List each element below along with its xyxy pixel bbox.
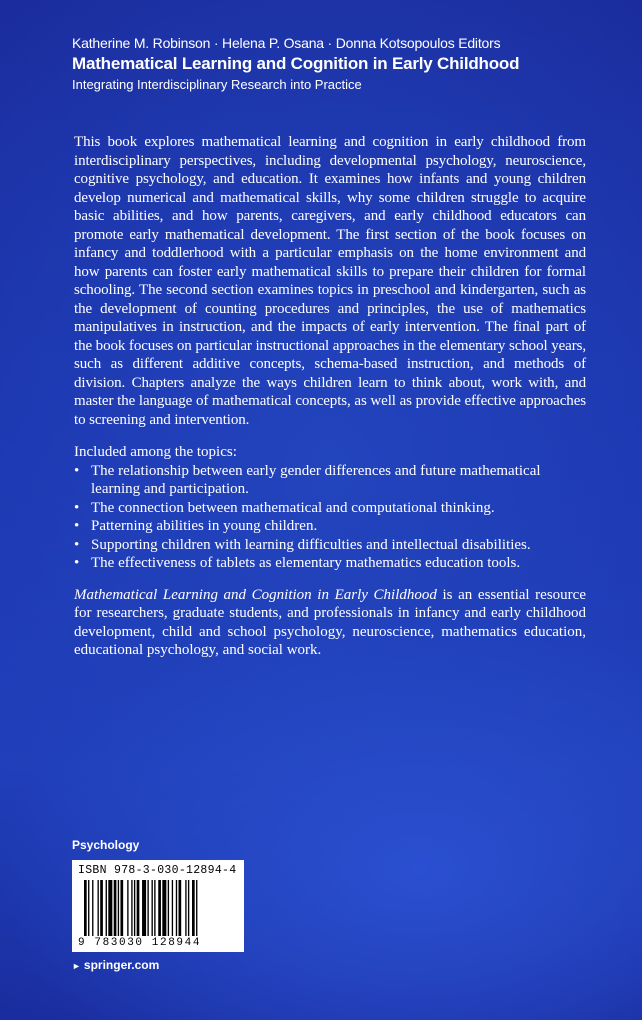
topic-text: The effectiveness of tablets as elementary mathematics education tools. [91,555,521,571]
topics-list [74,462,586,573]
book-subtitle: Integrating Interdisciplinary Research into Practice [72,77,362,92]
list-item [74,554,586,573]
topic-text: Patterning abilities in young children. [91,518,318,534]
closing-book-title: Mathematical Learning and Cognition in Early Childhood [74,586,437,603]
topic-text: The relationship between early gender differences and future mathematical learning and participation. [91,462,541,497]
closing-paragraph [74,586,586,660]
topics-intro: Included among the topics: [74,444,237,460]
closing-text: is an essential resource for researchers, graduate students, and professionals in infancy and early childhood development, child and school psychology, neuroscience, mathematics education, educational psychology, and social work. [74,586,586,658]
arrow-right-icon: ► [72,961,81,971]
bullet-icon: • [74,555,80,571]
cover-header [72,34,632,93]
topic-text: The connection between mathematical and computational thinking. [91,499,495,516]
isbn-barcode [72,860,244,952]
list-item [74,499,586,518]
bullet-icon: • [74,499,80,516]
barcode-digits: 9 783030 128944 [78,937,202,949]
list-item [74,462,586,499]
category-label: Psychology [72,838,140,852]
bullet-icon: • [74,462,80,479]
isbn-label: ISBN 978-3-030-12894-4 [78,864,237,877]
editors-line: Katherine M. Robinson · Helena P. Osana · Donna Kotsopoulos Editors [72,35,501,51]
publisher-link[interactable] [72,958,159,972]
list-item [74,536,586,555]
publisher-url: springer.com [83,958,160,972]
main-paragraph: This book explores mathematical learning and cognition in early childhood from interdisciplinary perspectives, including developmental psychology, neuroscience, cognitive psychology, and education. It examines how infants and young children develop numerical and mathematical skills, why some children struggle to acquire basic abilities, and how parents, caregivers, and early childhood educators can promote early mathematical development. The first section of the book focuses on infancy and toddlerhood with a particular emphasis on the home environment and how parents can foster early mathematical skills to prepare their children for formal schooling. The second section examines topics in preschool and kindergarten, such as the development of counting procedures and principles, the use of mathematics manipulatives in instruction, and the impacts of early intervention. The final part of the book focuses on particular instructional approaches in the elementary school years, such as different additive concepts, schema-based instruction, and methods of division. Chapters analyze the ways children learn to think about, work with, and master the language of mathematical concepts, as well as provide effective approaches to screening and intervention. [74,134,586,428]
topic-text: Supporting children with learning difficulties and intellectual disabilities. [91,536,531,553]
bullet-icon: • [74,536,80,553]
blurb [74,133,586,660]
book-title: Mathematical Learning and Cognition in Early Childhood [72,54,520,73]
list-item [74,517,586,536]
bullet-icon: • [74,518,80,534]
